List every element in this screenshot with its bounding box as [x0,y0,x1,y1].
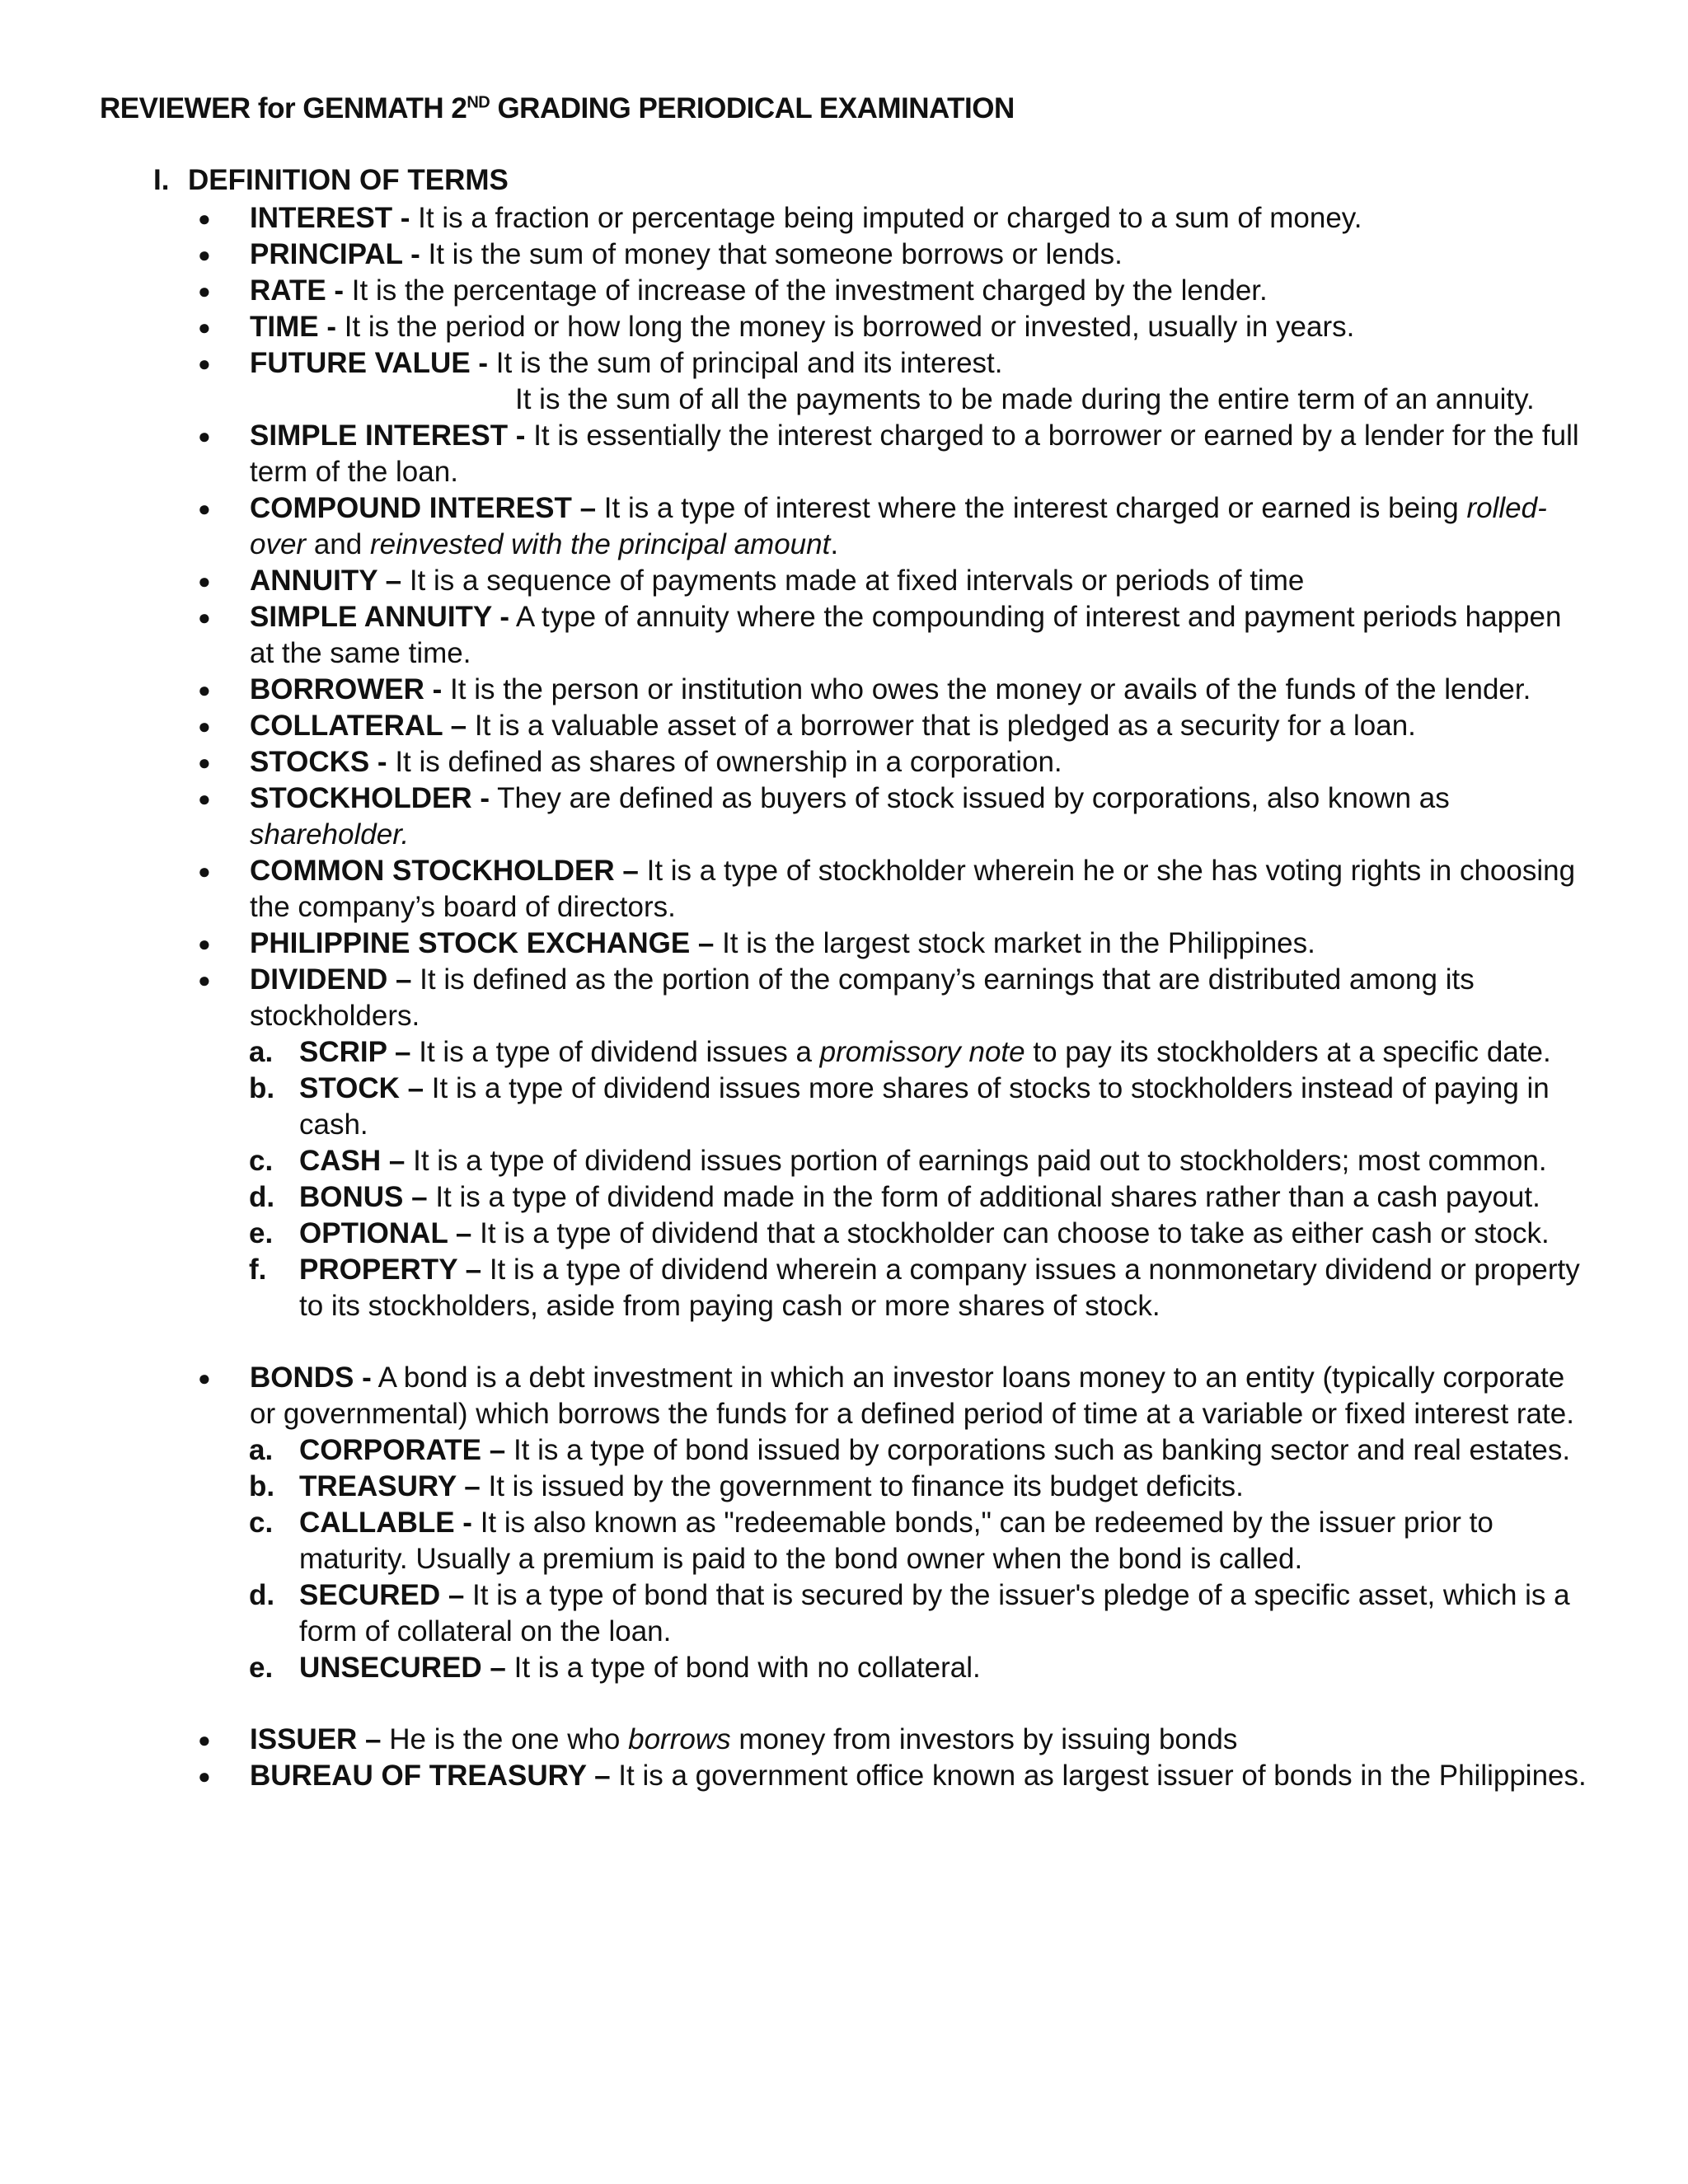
bond-type-secured: d. SECURED – It is a type of bond that is secured by the issuer's pledge of a specific asset, which is a form of collateral on the loan. [249,1579,1570,1647]
bullet-icon: ● [198,496,211,521]
bullet-icon: ● [198,714,211,738]
bullet-icon: ● [198,279,211,303]
bullet-icon: ● [198,242,211,267]
bullet-icon: ● [198,931,211,956]
term-interest: ● INTEREST - It is a fraction or percentage being imputed or charged to a sum of money. [0,200,1688,237]
bullet-icon: ● [198,677,211,702]
bond-type-unsecured: e. UNSECURED – It is a type of bond with no collateral. [249,1652,981,1684]
dividend-type-cash: c. CASH – It is a type of dividend issues portion of earnings paid out to stockholders; most common. [249,1145,1547,1177]
dividend-type-stock: b. STOCK – It is a type of dividend issues more shares of stocks to stockholders instead of paying in cash. [249,1072,1550,1141]
term-annuity: ● ANNUITY – It is a sequence of payments made at fixed intervals or periods of time [0,563,1688,599]
dividend-type-scrip: a. SCRIP – It is a type of dividend issues a promissory note to pay its stockholders at a specific date. [249,1036,1551,1068]
bullet-icon: ● [198,1366,211,1390]
bond-type-treasury: b. TREASURY – It is issued by the government to finance its budget deficits. [249,1470,1244,1502]
bullet-icon: ● [198,1764,211,1788]
term-principal: ● PRINCIPAL - It is the sum of money that someone borrows or lends. [0,237,1688,273]
term-stocks: ● STOCKS - It is defined as shares of ownership in a corporation. [0,744,1688,780]
dividend-type-bonus: d. BONUS – It is a type of dividend made in the form of additional shares rather than a cash payout. [249,1181,1540,1213]
term-future-value: ● FUTURE VALUE - It is the sum of principal and its interest. [0,345,1688,382]
section-heading: I. DEFINITION OF TERMS [153,164,509,196]
dividend-type-optional: e. OPTIONAL – It is a type of dividend that a stockholder can choose to take as either cash or stock. [249,1217,1550,1249]
bullet-icon: ● [198,750,211,775]
term-issuer: ● ISSUER – He is the one who borrows money from investors by issuing bonds [0,1722,1688,1758]
bond-type-corporate: a. CORPORATE – It is a type of bond issued by corporations such as banking sector and real estates. [249,1434,1571,1466]
term-compound-interest: ● COMPOUND INTEREST – It is a type of interest where the interest charged or earned is being rolled-over and reinvested with the principal amount. [198,492,1547,560]
dividend-type-property: f. PROPERTY – It is a type of dividend wherein a company issues a nonmonetary dividend or property to its stockholders, aside from paying cash or more shares of stock. [249,1254,1580,1322]
term-bureau-of-treasury: ● BUREAU OF TREASURY – It is a government office known as largest issuer of bonds in the Philippines. [0,1758,1688,1794]
term-stockholder: ● STOCKHOLDER - They are defined as buyers of stock issued by corporations, also known as shareholder. [198,782,1450,851]
future-value-definition-2: It is the sum of all the payments to be made during the entire term of an annuity. [515,383,1535,415]
term-dividend: ● DIVIDEND – It is defined as the portion of the company’s earnings that are distributed among its stockholders. [198,963,1475,1032]
bullet-icon: ● [198,786,211,811]
bullet-icon: ● [198,968,211,992]
bullet-icon: ● [198,605,211,630]
term-rate: ● RATE - It is the percentage of increase of the investment charged by the lender. [0,273,1688,309]
term-simple-annuity: ● SIMPLE ANNUITY - A type of annuity where the compounding of interest and payment periods happen at the same time. [198,601,1562,669]
term-philippine-stock-exchange: ● PHILIPPINE STOCK EXCHANGE – It is the largest stock market in the Philippines. [0,926,1688,962]
bullet-icon: ● [198,1727,211,1752]
term-borrower: ● BORROWER - It is the person or institution who owes the money or avails of the funds of the lender. [0,672,1688,708]
page-title: REVIEWER for GENMATH 2ND GRADING PERIODICAL EXAMINATION [100,92,1015,124]
bullet-icon: ● [198,351,211,376]
term-collateral: ● COLLATERAL – It is a valuable asset of a borrower that is pledged as a security for a loan. [0,708,1688,744]
bond-type-callable: c. CALLABLE - It is also known as "redeemable bonds," can be redeemed by the issuer prior to maturity. Usually a premium is paid to the bond owner when the bond is called. [249,1507,1493,1575]
bullet-icon: ● [198,206,211,231]
bullet-icon: ● [198,859,211,883]
term-time: ● TIME - It is the period or how long the money is borrowed or invested, usually in years. [0,309,1688,345]
spacer [0,1324,1688,1360]
bullet-icon: ● [198,315,211,340]
term-simple-interest: ● SIMPLE INTEREST - It is essentially the interest charged to a borrower or earned by a lender for the full term of the loan. [198,419,1579,488]
bullet-icon: ● [198,424,211,448]
spacer [0,1686,1688,1722]
term-common-stockholder: ● COMMON STOCKHOLDER – It is a type of stockholder wherein he or she has voting rights in choosing the company’s board of directors. [198,855,1576,923]
term-bonds: ● BONDS - A bond is a debt investment in which an investor loans money to an entity (typically corporate or governmental) which borrows the funds for a defined period of time at a variable or fixed interest rate. [198,1361,1574,1430]
terms-list [0,200,1688,1794]
bullet-icon: ● [198,569,211,593]
